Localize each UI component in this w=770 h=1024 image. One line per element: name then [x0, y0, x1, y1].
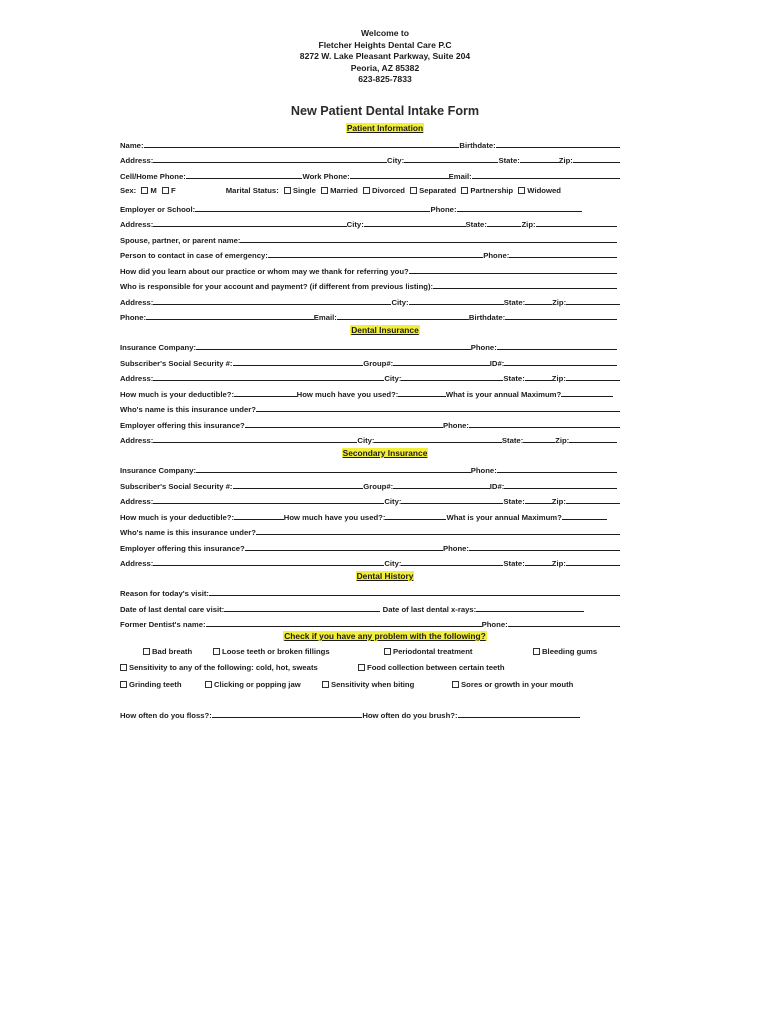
- ins-ssn-field[interactable]: [233, 365, 364, 366]
- sec-employer-zip-label: Zip:: [551, 559, 566, 568]
- sec-used-label: How much have you used?:: [283, 513, 386, 522]
- employer-label: Employer or School:: [120, 205, 196, 214]
- ins-city-field[interactable]: [401, 380, 503, 381]
- ins-company-label: Insurance Company:: [120, 343, 197, 352]
- sec-used-field[interactable]: [385, 519, 446, 520]
- resp-state-label: State:: [503, 298, 526, 307]
- sec-employer-city-field[interactable]: [401, 565, 503, 566]
- resp-phone-field[interactable]: [146, 319, 314, 320]
- ins-whose-field[interactable]: [256, 411, 620, 412]
- sec-state-label: State:: [503, 497, 525, 506]
- birthdate-label: Birthdate:: [459, 141, 496, 150]
- sec-id-label: ID#:: [489, 482, 505, 491]
- ins-zip-label: Zip:: [551, 374, 566, 383]
- sex-marital-row: [120, 186, 620, 195]
- emergency-field[interactable]: [268, 257, 483, 258]
- sec-whose-field[interactable]: [256, 534, 620, 535]
- brush-field[interactable]: [458, 717, 580, 718]
- emergency-phone-label: Phone:: [483, 251, 510, 260]
- form-title: New Patient Dental Intake Form: [290, 104, 480, 118]
- resp-address-row: [120, 295, 620, 307]
- bad-breath-checkbox[interactable]: [143, 648, 150, 655]
- ins-employer-city-label: City:: [357, 436, 375, 445]
- marital-partnership-label: Partnership: [470, 186, 514, 195]
- marital-divorced-checkbox[interactable]: [363, 187, 370, 194]
- practice-city: Peoria, AZ 85382: [350, 62, 420, 73]
- resp-email-label: Email:: [313, 313, 337, 322]
- address-row: [120, 153, 620, 165]
- referral-label: How did you learn about our practice or whom may we thank for referring you?: [120, 267, 409, 276]
- ins-id-label: ID#:: [489, 359, 505, 368]
- sensitivity-biting-checkbox[interactable]: [322, 681, 329, 688]
- ins-group-label: Group#:: [363, 359, 394, 368]
- sec-employer-phone-field[interactable]: [469, 550, 620, 551]
- birthdate-field[interactable]: [496, 147, 620, 148]
- sec-city-label: City:: [384, 497, 402, 506]
- sec-ssn-field[interactable]: [233, 488, 364, 489]
- ins-employer-phone-field[interactable]: [469, 427, 620, 428]
- address-field[interactable]: [153, 162, 387, 163]
- employer-field[interactable]: [195, 211, 430, 212]
- food-collection-checkbox[interactable]: [358, 664, 365, 671]
- emergency-row: [120, 248, 617, 260]
- sex-m-checkbox[interactable]: [141, 187, 148, 194]
- marital-married-checkbox[interactable]: [321, 187, 328, 194]
- marital-married-label: Married: [330, 186, 358, 195]
- ins-max-label: What is your annual Maximum?: [445, 390, 562, 399]
- city-label: City:: [387, 156, 405, 165]
- ins-phone-field[interactable]: [497, 349, 617, 350]
- sec-address-label: Address:: [120, 497, 154, 506]
- responsible-label: Who is responsible for your account and payment? (if different from previous listing):: [120, 282, 434, 291]
- email-label: Email:: [448, 172, 472, 181]
- referral-row: [120, 264, 617, 276]
- city2-field[interactable]: [364, 226, 466, 227]
- ins-address-field[interactable]: [153, 380, 384, 381]
- resp-city-label: City:: [391, 298, 409, 307]
- sec-address-row: [120, 494, 620, 506]
- resp-email-field[interactable]: [337, 319, 469, 320]
- resp-city-field[interactable]: [409, 304, 504, 305]
- sex-m-label: M: [150, 186, 157, 195]
- ins-address-row: [120, 371, 620, 383]
- sec-whose-row: [120, 525, 620, 537]
- work-phone-field[interactable]: [350, 178, 449, 179]
- marital-partnership-checkbox[interactable]: [461, 187, 468, 194]
- sec-address-field[interactable]: [153, 503, 384, 504]
- ins-ssn-label: Subscriber's Social Security #:: [120, 359, 233, 368]
- ins-group-field[interactable]: [393, 365, 490, 366]
- former-dentist-phone-field[interactable]: [508, 626, 620, 627]
- ins-deductible-label: How much is your deductible?:: [120, 390, 235, 399]
- ins-used-field[interactable]: [398, 396, 446, 397]
- ins-employer-state-field[interactable]: [523, 442, 555, 443]
- ins-employer-row: [120, 418, 620, 430]
- sec-employer-address-label: Address:: [120, 559, 154, 568]
- ins-state-label: State:: [503, 374, 525, 383]
- state-field[interactable]: [520, 162, 559, 163]
- phones-row: [120, 169, 620, 181]
- problem-bleeding-gums: Bleeding gums: [533, 647, 597, 656]
- employer-phone-label: Phone:: [430, 205, 457, 214]
- sec-deductible-row: [120, 510, 607, 522]
- sec-max-label: What is your annual Maximum?: [446, 513, 562, 522]
- sec-deductible-field[interactable]: [234, 519, 284, 520]
- last-visit-row: [120, 602, 584, 614]
- reason-field[interactable]: [209, 595, 620, 596]
- former-dentist-phone-label: Phone:: [481, 620, 508, 629]
- sex-label: Sex:: [120, 186, 137, 195]
- sex-f-label: F: [170, 186, 176, 195]
- ins-zip-field[interactable]: [566, 380, 620, 381]
- periodontal-checkbox[interactable]: [384, 648, 391, 655]
- name-field[interactable]: [144, 147, 460, 148]
- problem-loose-teeth: Loose teeth or broken fillings: [213, 647, 330, 656]
- ins-used-label: How much have you used?:: [296, 390, 399, 399]
- sec-company-label: Insurance Company:: [120, 466, 197, 475]
- former-dentist-field[interactable]: [206, 626, 482, 627]
- problem-grinding: Grinding teeth: [120, 680, 182, 689]
- sec-employer-row: [120, 541, 620, 553]
- ins-employer-address-field[interactable]: [153, 442, 357, 443]
- sec-employer-address-field[interactable]: [153, 565, 384, 566]
- sec-state-field[interactable]: [525, 503, 552, 504]
- former-dentist-label: Former Dentist's name:: [120, 620, 206, 629]
- reason-label: Reason for today's visit:: [120, 589, 209, 598]
- sec-company-row: [120, 463, 617, 475]
- sec-employer-field[interactable]: [245, 550, 443, 551]
- sec-whose-label: Who's name is this insurance under?: [120, 528, 256, 537]
- problems-prompt: Check if you have any problem with the following?: [284, 631, 486, 641]
- sec-employer-state-label: State:: [503, 559, 525, 568]
- sec-group-label: Group#:: [363, 482, 394, 491]
- practice-phone: 623-825-7833: [358, 74, 412, 85]
- ins-max-field[interactable]: [561, 396, 613, 397]
- resp-address-field[interactable]: [153, 304, 391, 305]
- ins-employer-zip-field[interactable]: [569, 442, 617, 443]
- name-row: [120, 138, 620, 150]
- reason-row: [120, 586, 620, 598]
- email-field[interactable]: [472, 178, 620, 179]
- floss-field[interactable]: [212, 717, 362, 718]
- sec-employer-label: Employer offering this insurance?: [120, 544, 245, 553]
- state2-label: State:: [465, 220, 487, 229]
- problem-sores: Sores or growth in your mouth: [452, 680, 573, 689]
- ins-employer-address-row: [120, 433, 617, 445]
- ins-employer-city-field[interactable]: [374, 442, 501, 443]
- floss-brush-row: [120, 708, 580, 720]
- employer-row: [120, 202, 582, 214]
- marital-divorced-label: Divorced: [372, 186, 405, 195]
- section-dental-insurance: Dental Insurance: [351, 325, 419, 335]
- sec-zip-field[interactable]: [566, 503, 620, 504]
- state-label: State:: [498, 156, 520, 165]
- ins-employer-phone-label: Phone:: [442, 421, 469, 430]
- ins-city-label: City:: [384, 374, 402, 383]
- employer-phone-field[interactable]: [457, 211, 582, 212]
- problem-clicking: Clicking or popping jaw: [205, 680, 301, 689]
- sec-employer-address-row: [120, 556, 620, 568]
- resp-address-label: Address:: [120, 298, 154, 307]
- cell-phone-field[interactable]: [186, 178, 303, 179]
- zip2-label: Zip:: [521, 220, 536, 229]
- sores-checkbox[interactable]: [452, 681, 459, 688]
- ins-id-field[interactable]: [504, 365, 617, 366]
- sec-id-field[interactable]: [504, 488, 617, 489]
- last-visit-field[interactable]: [224, 611, 379, 612]
- spouse-row: [120, 233, 617, 245]
- brush-label: How often do you brush?:: [362, 711, 458, 720]
- welcome-text: Welcome to: [360, 28, 410, 38]
- ins-company-field[interactable]: [196, 349, 471, 350]
- marital-single-label: Single: [292, 186, 316, 195]
- floss-label: How often do you floss?:: [120, 711, 212, 720]
- spouse-label: Spouse, partner, or parent name:: [120, 236, 241, 245]
- sec-employer-state-field[interactable]: [525, 565, 552, 566]
- problem-sensitivity-biting: Sensitivity when biting: [322, 680, 414, 689]
- resp-contact-row: [120, 310, 617, 322]
- ins-whose-row: [120, 402, 620, 414]
- sensitivity-checkbox[interactable]: [120, 664, 127, 671]
- last-xray-label: Date of last dental x-rays:: [382, 605, 477, 614]
- marital-separated-label: Separated: [419, 186, 457, 195]
- sex-f-checkbox[interactable]: [162, 187, 169, 194]
- address2-label: Address:: [120, 220, 154, 229]
- sec-max-field[interactable]: [562, 519, 607, 520]
- marital-separated-checkbox[interactable]: [410, 187, 417, 194]
- problem-food-collection: Food collection between certain teeth: [358, 663, 505, 672]
- grinding-checkbox[interactable]: [120, 681, 127, 688]
- ins-employer-zip-label: Zip:: [555, 436, 570, 445]
- ins-employer-state-label: State:: [501, 436, 524, 445]
- sec-ssn-row: [120, 479, 617, 491]
- name-label: Name:: [120, 141, 144, 150]
- sec-company-field[interactable]: [196, 472, 471, 473]
- resp-phone-label: Phone:: [120, 313, 147, 322]
- last-xray-field[interactable]: [476, 611, 584, 612]
- problem-sensitivity: Sensitivity to any of the following: cold, hot, sweats: [120, 663, 318, 672]
- former-dentist-row: [120, 617, 620, 629]
- sec-phone-field[interactable]: [497, 472, 617, 473]
- emergency-label: Person to contact in case of emergency:: [120, 251, 268, 260]
- address-label: Address:: [120, 156, 154, 165]
- resp-zip-label: Zip:: [552, 298, 567, 307]
- ins-state-field[interactable]: [525, 380, 552, 381]
- marital-single-checkbox[interactable]: [284, 187, 291, 194]
- problem-bad-breath: Bad breath: [143, 647, 192, 656]
- marital-status-label: Marital Status:: [225, 186, 279, 195]
- zip2-field[interactable]: [536, 226, 617, 227]
- zip-field[interactable]: [573, 162, 620, 163]
- section-dental-history: Dental History: [356, 571, 414, 581]
- ins-company-row: [120, 340, 617, 352]
- sec-group-field[interactable]: [393, 488, 490, 489]
- loose-teeth-checkbox[interactable]: [213, 648, 220, 655]
- sec-ssn-label: Subscriber's Social Security #:: [120, 482, 233, 491]
- resp-birthdate-label: Birthdate:: [468, 313, 506, 322]
- emergency-phone-field[interactable]: [509, 257, 617, 258]
- address2-row: [120, 217, 617, 229]
- ins-employer-label: Employer offering this insurance?: [120, 421, 245, 430]
- ins-deductible-field[interactable]: [234, 396, 297, 397]
- sec-deductible-label: How much is your deductible?:: [120, 513, 235, 522]
- last-visit-label: Date of last dental care visit:: [120, 605, 225, 614]
- practice-header: [0, 28, 770, 86]
- marital-widowed-checkbox[interactable]: [518, 187, 525, 194]
- section-patient-information: Patient Information: [346, 123, 424, 133]
- ins-whose-label: Who's name is this insurance under?: [120, 405, 256, 414]
- resp-state-field[interactable]: [525, 304, 552, 305]
- practice-name: Fletcher Heights Dental Care P.C: [318, 39, 452, 50]
- address2-field[interactable]: [153, 226, 346, 227]
- ins-employer-field[interactable]: [245, 427, 443, 428]
- work-phone-label: Work Phone:: [302, 172, 350, 181]
- sec-employer-phone-label: Phone:: [442, 544, 469, 553]
- zip-label: Zip:: [558, 156, 573, 165]
- practice-address: 8272 W. Lake Pleasant Parkway, Suite 204: [299, 51, 471, 62]
- marital-widowed-label: Widowed: [527, 186, 561, 195]
- city2-label: City:: [346, 220, 364, 229]
- spouse-field[interactable]: [240, 242, 617, 243]
- resp-zip-field[interactable]: [566, 304, 620, 305]
- sec-city-field[interactable]: [401, 503, 503, 504]
- cell-phone-label: Cell/Home Phone:: [120, 172, 186, 181]
- clicking-checkbox[interactable]: [205, 681, 212, 688]
- sec-zip-label: Zip:: [551, 497, 566, 506]
- ins-ssn-row: [120, 356, 617, 368]
- section-secondary-insurance: Secondary Insurance: [342, 448, 428, 458]
- ins-employer-address-label: Address:: [120, 436, 154, 445]
- ins-phone-label: Phone:: [470, 343, 497, 352]
- sec-employer-zip-field[interactable]: [566, 565, 620, 566]
- ins-address-label: Address:: [120, 374, 154, 383]
- bleeding-gums-checkbox[interactable]: [533, 648, 540, 655]
- problem-periodontal: Periodontal treatment: [384, 647, 472, 656]
- city-field[interactable]: [404, 162, 498, 163]
- responsible-field[interactable]: [433, 288, 617, 289]
- state2-field[interactable]: [487, 226, 522, 227]
- referral-field[interactable]: [409, 273, 617, 274]
- ins-deductible-row: [120, 387, 613, 399]
- resp-birthdate-field[interactable]: [505, 319, 617, 320]
- sec-phone-label: Phone:: [470, 466, 497, 475]
- responsible-row: [120, 279, 617, 291]
- sec-employer-city-label: City:: [384, 559, 402, 568]
